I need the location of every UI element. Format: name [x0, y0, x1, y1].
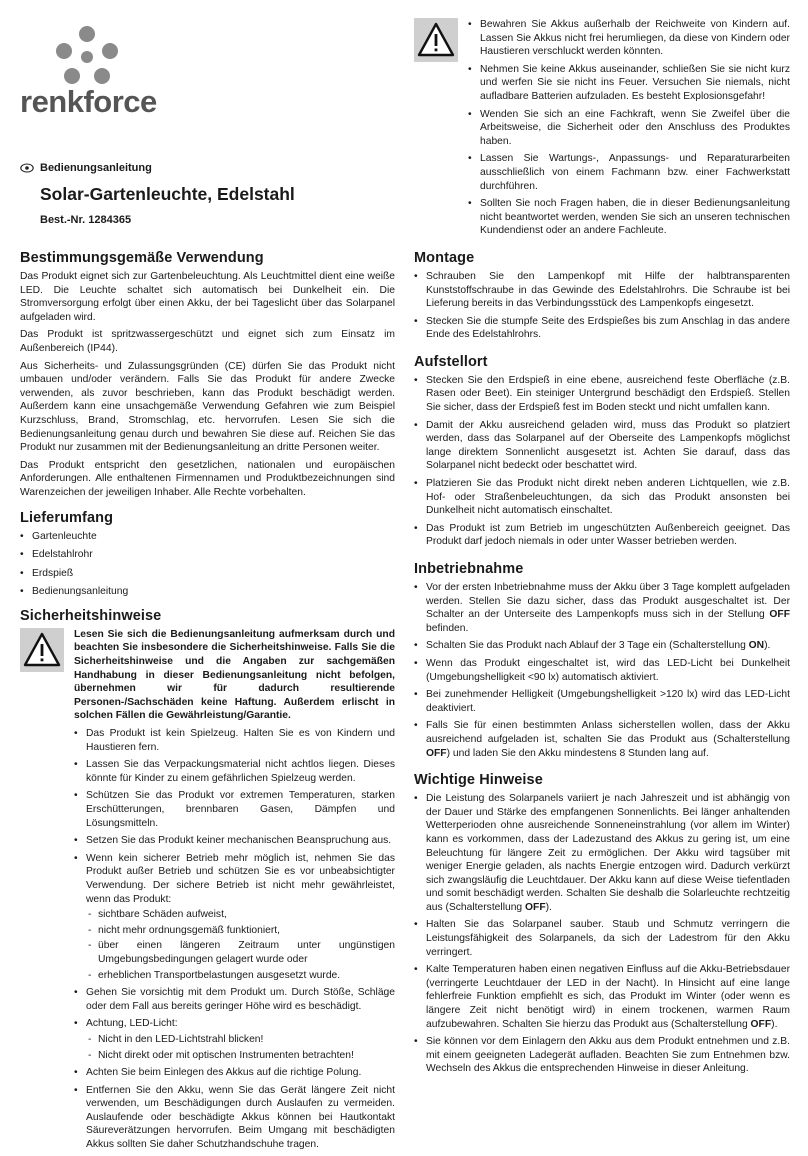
paragraph: Das Produkt entspricht den gesetzlichen, nationalen und europäischen Anforderungen. Alle enthaltenen Firmennamen und Produktbezeichnungen sind Warenzeichen der jeweiligen Inhaber. Alle Rechte vorbehalten.: [20, 459, 395, 498]
right-body: [414, 18, 790, 1080]
list-item-text: Schalten Sie das Produkt nach Ablauf der 3 Tage ein (Schalterstellung: [426, 640, 749, 652]
section-sicherheit: [20, 608, 395, 1152]
list-item: [74, 852, 395, 982]
list-item-text: befinden.: [426, 622, 469, 634]
document-header: [20, 162, 395, 226]
paragraph: Aus Sicherheits- und Zulassungsgründen (CE) dürfen Sie das Produkt nicht umbauen und/oder verändern. Falls Sie das Produkt für andere Zwecke verwenden, als zuvor beschrieben, kann das Produkt beschädigt werden. Außerdem kann eine unsachgemäße Verwendung Gefahren wie zum Beispiel Kurzschluss, Brand, Stromschlag, etc. hervorrufen. Lesen Sie sich die Bedienungsanleitung genau durch und bewahren Sie diese auf. Reichen Sie das Produkt nur zusammen mit der Bedienungsanleitung an dritte Personen weiter.: [20, 360, 395, 454]
list-item: [414, 581, 790, 635]
list-item: • Stecken Sie die stumpfe Seite des Erdspießes bis zum Anschlag in das andere Ende des Edelstahlrohrs.: [414, 315, 790, 342]
order-number: Best.-Nr. 1284365: [40, 214, 132, 226]
heading-montage: Montage: [414, 249, 475, 266]
sub-list-item: - über einen längeren Zeitraum unter ungünstigen Umgebungsbedingungen gelagert wurde oder: [86, 939, 395, 966]
switch-state: OFF: [769, 609, 790, 621]
list-item: • Halten Sie das Solarpanel sauber. Staub und Schmutz verringern die Leistungsfähigkeit des Solarpanels, da sich der Ladestrom für den Akku verringert.: [414, 918, 790, 959]
heading-lieferumfang: Lieferumfang: [20, 509, 114, 526]
list-item: • Sie können vor dem Einlagern den Akku aus dem Produkt entnehmen und z.B. mit einem geeigneten Ladegerät aufladen. Beachten Sie zum Entnehmen bzw. Wechseln des Akkus die entsprechenden Hinweise in dieser Anleitung.: [414, 1035, 790, 1076]
section-inbetriebnahme: [414, 561, 790, 760]
section-aufstellort: [414, 354, 790, 549]
list-item: • Lassen Sie Wartungs-, Anpassungs- und Reparaturarbeiten ausschließlich von einem Fachmann bzw. einer Fachwerkstatt durchführen.: [468, 152, 790, 193]
list-item-text: Vor der ersten Inbetriebnahme muss der Akku über 3 Tage komplett aufgeladen werden. Stellen Sie dazu sicher, dass das Produkt ausgeschaltet ist. Der Schalter an der Unterseite des Lampenkopfs muss sich in der Stellung: [426, 582, 790, 621]
switch-state: OFF: [426, 747, 447, 759]
warning-intro: Lesen Sie sich die Bedienungsanleitung aufmerksam durch und beachten Sie insbesondere die Sicherheitshinweise. Falls Sie die Sicherheitshinweise und die Angaben zur sachgemäßen Handhabung in dieser Bedienungsanleitung nicht befolgen, übernehmen wir für dadurch resultierende Personen-/Sachschäden keine Haftung. Außerdem erlischt in solchen Fällen die Gewährleistung/Garantie.: [74, 628, 395, 722]
warning-box: [20, 628, 395, 1152]
doc-type-label: Bedienungsanleitung: [40, 162, 152, 174]
section-montage: [414, 250, 790, 342]
list-item: • Platzieren Sie das Produkt nicht direkt neben anderen Lichtquellen, wie z.B. Hof- oder Straßenbeleuchtungen, da sich das Produkt ansonsten bei Dunkelheit nicht automatisch einschaltet.: [414, 477, 790, 518]
sub-list-item: - erheblichen Transportbelastungen ausgesetzt wurde.: [86, 969, 395, 983]
doc-title: Solar-Gartenleuchte, Edelstahl: [40, 184, 295, 204]
list-item: • Entfernen Sie den Akku, wenn Sie das Gerät längere Zeit nicht verwenden, um Beschädigungen durch Auslaufen zu vermeiden. Auslaufende oder beschädigte Akkus können bei Hautkontakt Säureverätzungen hervorrufen. Beim Umgang mit beschädigten Akkus sollten Sie daher Schutzhandschuhe tragen.: [74, 1084, 395, 1152]
heading-inbetriebnahme: Inbetriebnahme: [414, 561, 524, 577]
list-item: • Das Produkt ist zum Betrieb im ungeschützten Außenbereich geeignet. Das Produkt darf jedoch niemals in oder unter Wasser betrieben werden.: [414, 522, 790, 549]
list-item: • Bei zunehmender Helligkeit (Umgebungshelligkeit >120 lx) wird das LED-Licht deaktiviert.: [414, 688, 790, 715]
list-item-text: ) und laden Sie den Akku mindestens 8 Stunden lang auf.: [446, 747, 709, 759]
list-item: • Stecken Sie den Erdspieß in eine ebene, ausreichend feste Oberfläche (z.B. Rasen oder Beet). Ein steiniger Untergrund beschädigt den Erdspieß. Stellen Sie sicher, dass der Erdspieß fest im Boden steckt und nicht umfallen kann.: [414, 374, 790, 415]
warning-box-continued: [414, 18, 790, 238]
heading-bestimmung: Bestimmungsgemäße Verwendung: [20, 250, 264, 266]
brand-name: renkforce: [20, 84, 157, 119]
sub-list-item: - nicht mehr ordnungsgemäß funktioniert,: [86, 924, 395, 938]
list-item: • Edelstahlrohr: [20, 548, 395, 562]
list-item: • Schützen Sie das Produkt vor extremen Temperaturen, starken Erschütterungen, brennbaren Gasen, Dämpfen und Lösungsmitteln.: [74, 789, 395, 830]
list-item: • Wenden Sie sich an eine Fachkraft, wenn Sie Zweifel über die Arbeitsweise, die Sicherheit oder den Anschluss des Produktes haben.: [468, 108, 790, 149]
list-item-text: Wenn kein sicherer Betrieb mehr möglich ist, nehmen Sie das Produkt außer Betrieb und schützen Sie es vor unbeabsichtigter Verwendung. Der sichere Betrieb ist nicht mehr gewährleistet, wenn das Produkt:: [86, 852, 395, 905]
sub-list-item: - Nicht direkt oder mit optischen Instrumenten betrachten!: [86, 1049, 395, 1063]
list-item: • Erdspieß: [20, 567, 395, 581]
list-item-text: Kalte Temperaturen haben einen negativen Einfluss auf die Akku-Betriebsdauer (verringerte Leuchtdauer der LED in der Nacht). In Hinsicht auf eine lange fehlerfreie Funktion empfiehlt es sich, das Produkt im Winter (oder wenn es längere Zeit nicht benötigt wird) in einem trockenen, warmen Raum aufzubewahren. Schalten Sie hierzu das Produkt aus (Schalterstellung: [426, 964, 790, 1030]
paragraph: Das Produkt ist spritzwassergeschützt und eignet sich zum Einsatz im Außenbereich (IP44).: [20, 329, 395, 354]
list-item: • Bewahren Sie Akkus außerhalb der Reichweite von Kindern auf. Lassen Sie Akkus nicht frei herumliegen, da diese von Kindern oder Haustieren verschluckt werden könnten.: [468, 18, 790, 59]
list-item: [414, 639, 790, 653]
list-item-text: Die Leistung des Solarpanels variiert je nach Jahreszeit und ist abhängig von der Dauer und Stärke des empfangenen Sonnenlichts. Bei länger anhaltenden Wetterperioden ohne ausreichende Sonneneinstrahlung (vor allem im Winter) kann es vorkommen, dass der Ladezustand des Akkus zu gering ist, um eine Beleuchtung für längere Zeit zu ermöglichen. Der Akku wird tagsüber mit weniger Energie geladen, als nachts Energie entzogen wird. Dadurch verkürzt sich zwangsläufig die Leuchtdauer. Der Akku kann auf diese Weise tiefentladen und somit beschädigt werden. Schalten Sie deshalb die Solarleuchte rechtzeitig aus (Schalterstellung: [426, 793, 790, 913]
switch-state: OFF: [750, 1018, 772, 1030]
heading-wichtig: Wichtige Hinweise: [414, 772, 543, 789]
switch-state: ON: [748, 640, 765, 652]
heading-sicherheit: Sicherheitshinweise: [20, 607, 162, 624]
list-item-text: Achtung, LED-Licht:: [86, 1018, 178, 1030]
list-item: • Sollten Sie noch Fragen haben, die in dieser Bedienungsanleitung nicht beantwortet werden, wenden Sie sich an unseren technischen Kundendienst oder an andere Fachleute.: [468, 197, 790, 238]
section-bestimmung: [20, 250, 395, 500]
list-item: [414, 792, 790, 914]
eye-icon: [20, 163, 34, 173]
brand-logo: [20, 20, 170, 130]
list-item: [414, 719, 790, 760]
list-item: [74, 1017, 395, 1062]
list-item: • Wenn das Produkt eingeschaltet ist, wird das LED-Licht bei Dunkelheit (Umgebungshelligkeit <90 lx) automatisch aktiviert.: [414, 657, 790, 684]
list-item: • Gartenleuchte: [20, 530, 395, 544]
left-body: [20, 250, 395, 1156]
list-item-text: ).: [545, 901, 552, 913]
paragraph: Das Produkt eignet sich zur Gartenbeleuchtung. Als Leuchtmittel dient eine weiße LED. Die Leuchte schaltet sich automatisch bei Dunkelheit ein. Die Stromversorgung erfolgt über einen Akku, der bei Tageslicht über das Solarpanel aufgeladen wird.: [20, 271, 395, 323]
section-lieferumfang: [20, 510, 395, 599]
list-item: [414, 963, 790, 1031]
list-item: • Lassen Sie das Verpackungsmaterial nicht achtlos liegen. Dieses könnte für Kinder zu einem gefährlichen Spielzeug werden.: [74, 758, 395, 785]
section-wichtig: [414, 772, 790, 1076]
warning-icon: [414, 18, 458, 62]
sub-list-item: - Nicht in den LED-Lichtstrahl blicken!: [86, 1033, 395, 1047]
list-item-text: ).: [764, 640, 771, 652]
sub-list-item: - sichtbare Schäden aufweist,: [86, 908, 395, 922]
list-item-text: Falls Sie für einen bestimmten Anlass sicherstellen wollen, dass der Akku ausreichend aufgeladen ist, schalten Sie das Produkt aus (Schalterstellung: [426, 720, 790, 745]
list-item: • Achten Sie beim Einlegen des Akkus auf die richtige Polung.: [74, 1066, 395, 1080]
list-item: • Setzen Sie das Produkt keiner mechanischen Beanspruchung aus.: [74, 834, 395, 848]
list-item: • Nehmen Sie keine Akkus auseinander, schließen Sie sie nicht kurz und werfen Sie sie nicht ins Feuer. Versuchen Sie niemals, nicht aufladbare Batterien aufzuladen. Es besteht Explosionsgefahr!: [468, 63, 790, 104]
switch-state: OFF: [525, 901, 546, 913]
renkforce-logo-icon: [54, 24, 120, 86]
list-item: • Damit der Akku ausreichend geladen wird, muss das Produkt so platziert werden, dass das Solarpanel auf der Oberseite des Lampenkopfs möglichst lange direktem Sonnenlicht ausgesetzt ist. Achten Sie darauf, dass das Solarpanel nicht bedeckt oder beschattet wird.: [414, 419, 790, 473]
warning-icon: [20, 628, 64, 672]
list-item: • Schrauben Sie den Lampenkopf mit Hilfe der halbtransparenten Kunststoffschraube in das Gewinde des Edelstahlrohrs. Die Schraube ist bei Lieferung bereits in das Verbindungsstück des Lampenkopfs eingesetzt.: [414, 270, 790, 311]
list-item: • Gehen Sie vorsichtig mit dem Produkt um. Durch Stöße, Schläge oder dem Fall aus bereits geringer Höhe wird es beschädigt.: [74, 986, 395, 1013]
list-item: • Das Produkt ist kein Spielzeug. Halten Sie es von Kindern und Haustieren fern.: [74, 727, 395, 754]
list-item-text: ).: [771, 1018, 778, 1030]
list-item: • Bedienungsanleitung: [20, 585, 395, 599]
heading-aufstellort: Aufstellort: [414, 353, 488, 370]
